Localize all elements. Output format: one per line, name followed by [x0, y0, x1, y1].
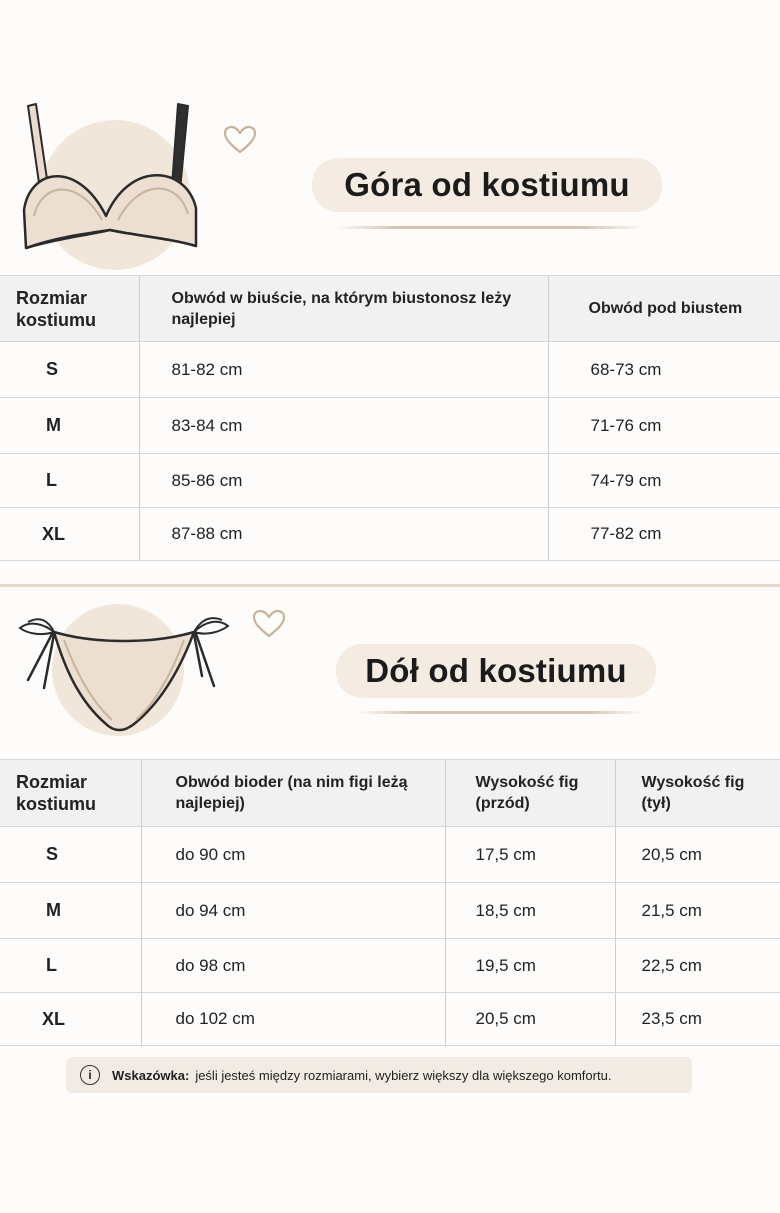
- bust-cell: 87-88 cm: [139, 508, 548, 561]
- bottom-title-underline: [355, 711, 645, 714]
- column-header-hips: Obwód bioder (na nim figi leżą najlepiej): [141, 760, 445, 827]
- column-header-underbust: Obwód pod biustem: [548, 276, 780, 342]
- height-front-cell: 18,5 cm: [445, 883, 615, 939]
- column-header-bust: Obwód w biuście, na którym biustonosz leży najlepiej: [139, 276, 548, 342]
- height-back-cell: 22,5 cm: [615, 939, 780, 993]
- heart-icon: [251, 608, 287, 640]
- section-divider: [0, 584, 780, 587]
- bust-cell: 85-86 cm: [139, 454, 548, 508]
- bottom-table-header-row: [0, 760, 780, 827]
- tip-text: jeśli jesteś między rozmiarami, wybierz większy dla większego komfortu.: [195, 1067, 612, 1083]
- table-row: [0, 454, 780, 508]
- height-back-cell: 20,5 cm: [615, 827, 780, 883]
- bust-cell: 83-84 cm: [139, 398, 548, 454]
- hips-cell: do 102 cm: [141, 993, 445, 1046]
- table-row: [0, 939, 780, 993]
- column-header-size: Rozmiar kostiumu: [0, 760, 141, 827]
- info-icon: i: [80, 1065, 100, 1085]
- top-table-header-row: [0, 276, 780, 342]
- table-row: [0, 342, 780, 398]
- tip-label: Wskazówka:: [112, 1067, 190, 1083]
- column-header-size: Rozmiar kostiumu: [0, 276, 139, 342]
- bottom-size-table: [0, 759, 780, 1046]
- size-cell: XL: [0, 508, 139, 561]
- hips-cell: do 90 cm: [141, 827, 445, 883]
- underbust-cell: 77-82 cm: [548, 508, 780, 561]
- table-row: [0, 827, 780, 883]
- heart-icon: [222, 124, 258, 156]
- bust-cell: 81-82 cm: [139, 342, 548, 398]
- underbust-cell: 71-76 cm: [548, 398, 780, 454]
- table-row: [0, 508, 780, 561]
- size-cell: S: [0, 827, 141, 883]
- column-header-height-back: Wysokość fig (tył): [615, 760, 780, 827]
- hips-cell: do 94 cm: [141, 883, 445, 939]
- size-cell: S: [0, 342, 139, 398]
- table-row: [0, 883, 780, 939]
- hips-cell: do 98 cm: [141, 939, 445, 993]
- bottom-section-title: Dół od kostiumu: [336, 644, 656, 698]
- size-cell: L: [0, 939, 141, 993]
- column-header-height-front: Wysokość fig (przód): [445, 760, 615, 827]
- bra-icon: [18, 98, 203, 258]
- height-back-cell: 21,5 cm: [615, 883, 780, 939]
- height-back-cell: 23,5 cm: [615, 993, 780, 1046]
- top-size-table: [0, 275, 780, 561]
- top-title-underline: [335, 226, 645, 229]
- table-row: [0, 398, 780, 454]
- bikini-briefs-icon: [14, 610, 234, 740]
- underbust-cell: 74-79 cm: [548, 454, 780, 508]
- underbust-cell: 68-73 cm: [548, 342, 780, 398]
- height-front-cell: 17,5 cm: [445, 827, 615, 883]
- top-section-title: Góra od kostiumu: [312, 158, 662, 212]
- height-front-cell: 20,5 cm: [445, 993, 615, 1046]
- size-cell: XL: [0, 993, 141, 1046]
- size-cell: M: [0, 398, 139, 454]
- size-tip-banner: [66, 1057, 692, 1093]
- table-row: [0, 993, 780, 1046]
- size-cell: M: [0, 883, 141, 939]
- height-front-cell: 19,5 cm: [445, 939, 615, 993]
- size-cell: L: [0, 454, 139, 508]
